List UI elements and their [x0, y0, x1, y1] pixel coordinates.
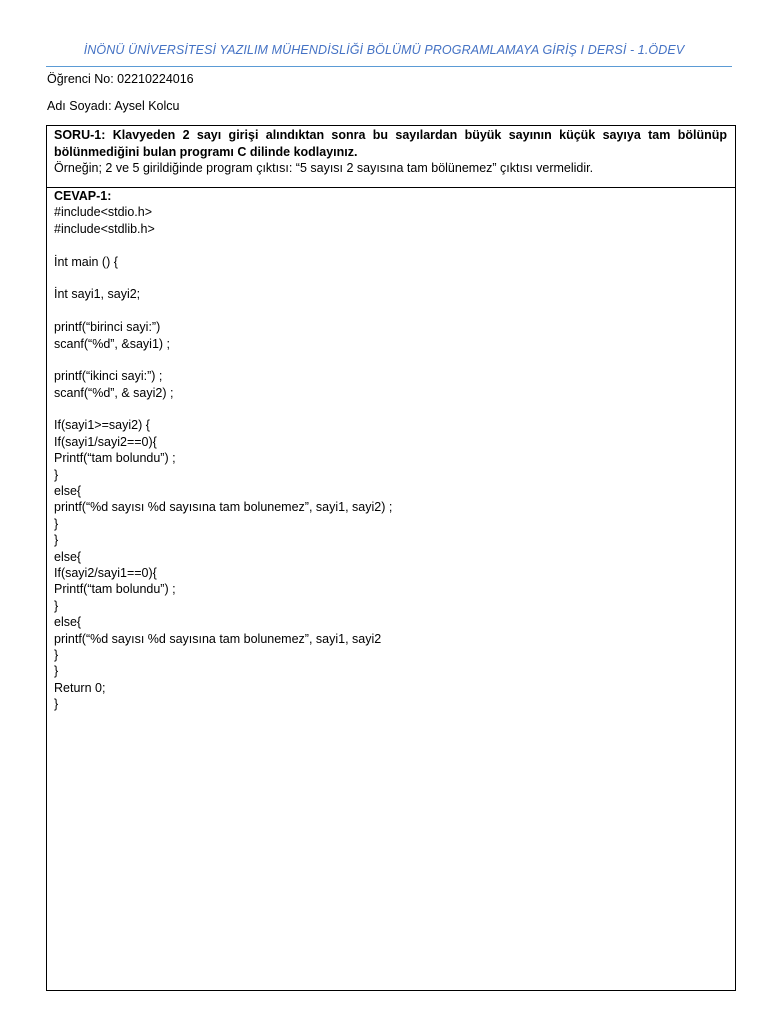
code-line: printf(“birinci sayi:”): [54, 320, 161, 335]
code-line: printf(“ikinci sayi:”) ;: [54, 369, 163, 384]
student-name: Adı Soyadı: Aysel Kolcu: [47, 99, 180, 113]
code-line: [54, 401, 727, 417]
code-line: If(sayi1>=sayi2) {: [54, 418, 150, 433]
code-line: If(sayi2/sayi1==0){: [54, 566, 157, 580]
question-cell: [47, 126, 735, 188]
code-line: scanf(“%d”, &sayi1) ;: [54, 336, 171, 351]
question-text-block: [54, 127, 727, 160]
question-text: Klavyeden 2 sayı girişi alındıktan sonra bu sayılardan büyük sayının küçük sayıya tam bölünüp bölünmediğini bulan programı C dilinde kodlayınız.: [54, 128, 727, 159]
code-line: printf(“%d sayısı %d sayısına tam bolunemez”, sayi1, sayi2) ;: [54, 500, 393, 515]
code-line: [54, 270, 727, 286]
code-line: }: [54, 467, 59, 482]
code-line: #include<stdio.h>: [54, 205, 152, 220]
code-line: [54, 303, 727, 319]
code-line: #include<stdlib.h>: [54, 221, 155, 236]
code-line: }: [54, 533, 59, 548]
code-line: }: [54, 664, 59, 679]
question-label: SORU-1:: [54, 128, 106, 142]
header-divider: [46, 66, 732, 67]
code-line: printf(“%d sayısı %d sayısına tam bolunemez”, sayi1, sayi2: [54, 631, 382, 646]
code-line: else{: [54, 484, 82, 499]
code-line: [54, 352, 727, 368]
code-line: scanf(“%d”, & sayi2) ;: [54, 385, 174, 400]
code-line: Printf(“tam bolundu”) ;: [54, 451, 176, 466]
code-line: }: [54, 598, 59, 613]
code-line: }: [54, 697, 59, 712]
code-line: else{: [54, 549, 82, 564]
student-number: Öğrenci No: 02210224016: [47, 72, 194, 86]
answer-label: CEVAP-1:: [54, 189, 112, 203]
code-line: else{: [54, 615, 82, 630]
code-line: If(sayi1/sayi2==0){: [54, 434, 157, 449]
code-line: Return 0;: [54, 680, 106, 695]
code-line: [54, 237, 727, 253]
code-line: }: [54, 516, 59, 531]
answer-cell: [47, 188, 735, 713]
question-answer-table: [46, 125, 736, 991]
code-block: [54, 204, 727, 712]
code-line: }: [54, 647, 59, 662]
code-line: İnt sayi1, sayi2;: [54, 287, 141, 302]
code-line: İnt main () {: [54, 254, 118, 269]
page-header-title: İNÖNÜ ÜNİVERSİTESİ YAZILIM MÜHENDİSLİĞİ BÖLÜMÜ PROGRAMLAMAYA GİRİŞ I DERSİ - 1.ÖDEV: [83, 43, 685, 57]
code-line: Printf(“tam bolundu”) ;: [54, 582, 176, 597]
question-example: Örneğin; 2 ve 5 girildiğinde program çıktısı: “5 sayısı 2 sayısına tam bölünemez” çıktısı vermelidir.: [54, 161, 594, 175]
